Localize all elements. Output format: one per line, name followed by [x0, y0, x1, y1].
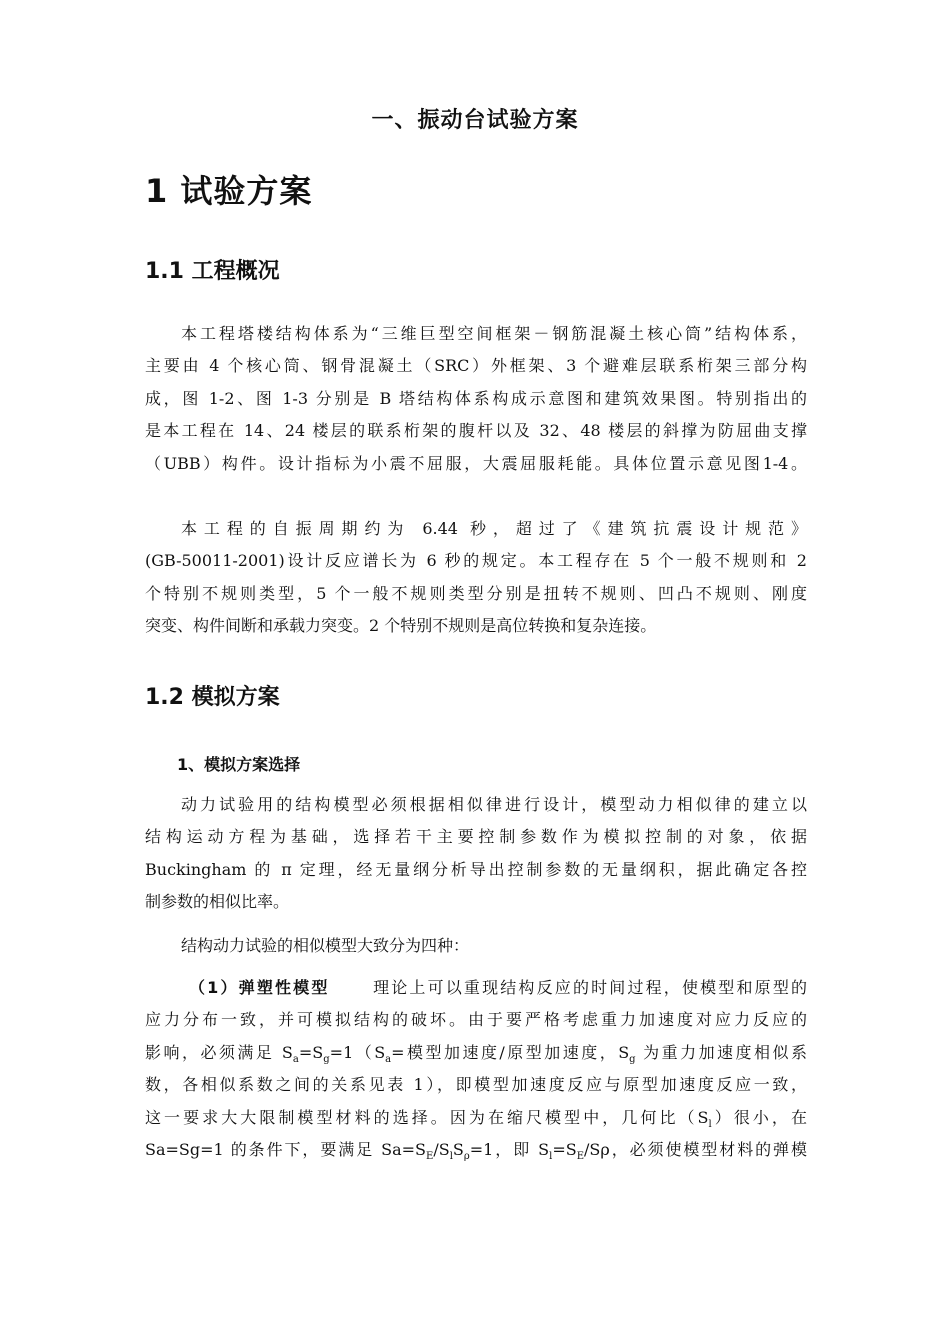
subscript: l	[449, 1150, 453, 1162]
model-1-paragraph	[145, 972, 807, 1166]
text-line: 应力分布一致，并可模拟结构的破坏。由于要严格考虑重力加速度对应力反应的	[145, 1010, 807, 1030]
text-run: 为重力加速度相似系	[635, 1042, 807, 1062]
text-run: =S	[298, 1042, 324, 1062]
text-line: 结构运动方程为基础，选择若干主要控制参数作为模拟控制的对象，依据	[145, 827, 807, 847]
section-1-1-paragraph-1	[145, 318, 807, 480]
section-1-2-paragraph-2	[145, 930, 807, 962]
text-run: =1，即 S	[469, 1139, 550, 1159]
text-run: ）很小，在	[711, 1107, 807, 1127]
section-1-2-title: 1.2 模拟方案	[145, 685, 280, 710]
text-line: 个特别不规则类型，5 个一般不规则类型分别是扭转不规则、凹凸不规则、刚度	[145, 583, 807, 603]
text-line: 是本工程在 14、24 楼层的联系桁架的腹杆以及 32、48 楼层的斜撑为防屈曲支撑	[145, 421, 807, 441]
text-run: 这一要求大大限制模型材料的选择。因为在缩尺模型中，几何比（S	[145, 1107, 709, 1127]
text-run: =模型加速度/原型加速度，S	[391, 1042, 630, 1062]
subscript: a	[292, 1053, 299, 1065]
text-line: 突变、构件间断和承载力突变。2 个特别不规则是高位转换和复杂连接。	[145, 616, 657, 636]
subscript: E	[426, 1150, 434, 1162]
text-line: 制参数的相似比率。	[145, 892, 290, 912]
text-run: =1（S	[329, 1042, 386, 1062]
subscript: l	[708, 1118, 712, 1130]
text-line: 结构动力试验的相似模型大致分为四种：	[181, 936, 470, 955]
subscript: g	[629, 1053, 636, 1065]
text-line: 本工程的自振周期约为 6.44 秒，超过了《建筑抗震设计规范》	[181, 519, 807, 538]
text-run: /Sρ，必须使模型材料的弹模	[584, 1139, 807, 1159]
subscript: ρ	[463, 1150, 470, 1162]
subscript: a	[385, 1053, 392, 1065]
text-line	[145, 1134, 807, 1166]
text-line: Buckingham 的 π 定理，经无量纲分析导出控制参数的无量纲积，据此确定各控	[145, 859, 807, 879]
section-1-2-paragraph-1	[145, 789, 807, 919]
subscript: g	[323, 1053, 330, 1065]
text-line	[145, 1037, 807, 1069]
section-1-1-paragraph-2	[145, 513, 807, 643]
text-line	[145, 1102, 807, 1134]
text-run: /S	[433, 1139, 450, 1159]
section-1-1-title: 1.1 工程概况	[145, 259, 280, 284]
text-run: 影响，必须满足 S	[145, 1042, 293, 1062]
chapter-title: 一、振动台试验方案	[371, 108, 579, 133]
section-1-title: 1 试验方案	[145, 172, 313, 210]
text-run: =S	[552, 1139, 577, 1159]
text-run: Sa=Sg=1 的条件下，要满足 Sa=S	[145, 1139, 427, 1159]
subscript: E	[576, 1150, 585, 1162]
subscript: l	[549, 1150, 553, 1162]
text-run: S	[452, 1139, 464, 1159]
text-line: 主要由 4 个核心筒、钢骨混凝土（SRC）外框架、3 个避难层联系桁架三部分构	[145, 356, 807, 376]
text-line	[145, 972, 807, 1004]
text-line: (GB-50011-2001)设计反应谱长为 6 秒的规定。本工程存在 5 个一般不规则和 2	[145, 551, 807, 571]
text-line: 数，各相似系数之间的关系见表 1），即模型加速度反应与原型加速度反应一致，	[145, 1075, 807, 1095]
model-1-text: 理论上可以重现结构反应的时间过程，使模型和原型的	[373, 978, 807, 997]
text-line: 本工程塔楼结构体系为“三维巨型空间框架－钢筋混凝土核心筒”结构体系，	[181, 324, 807, 343]
model-1-label: （1）弹塑性模型	[189, 978, 330, 997]
subsection-1-title: 1、模拟方案选择	[177, 755, 301, 774]
text-line: （UBB）构件。设计指标为小震不屈服，大震屈服耗能。具体位置示意见图1-4。	[145, 453, 807, 473]
text-line: 动力试验用的结构模型必须根据相似律进行设计，模型动力相似律的建立以	[181, 795, 807, 814]
text-line: 成，图 1-2、图 1-3 分别是 B 塔结构体系构成示意图和建筑效果图。特别指出的	[145, 388, 807, 408]
